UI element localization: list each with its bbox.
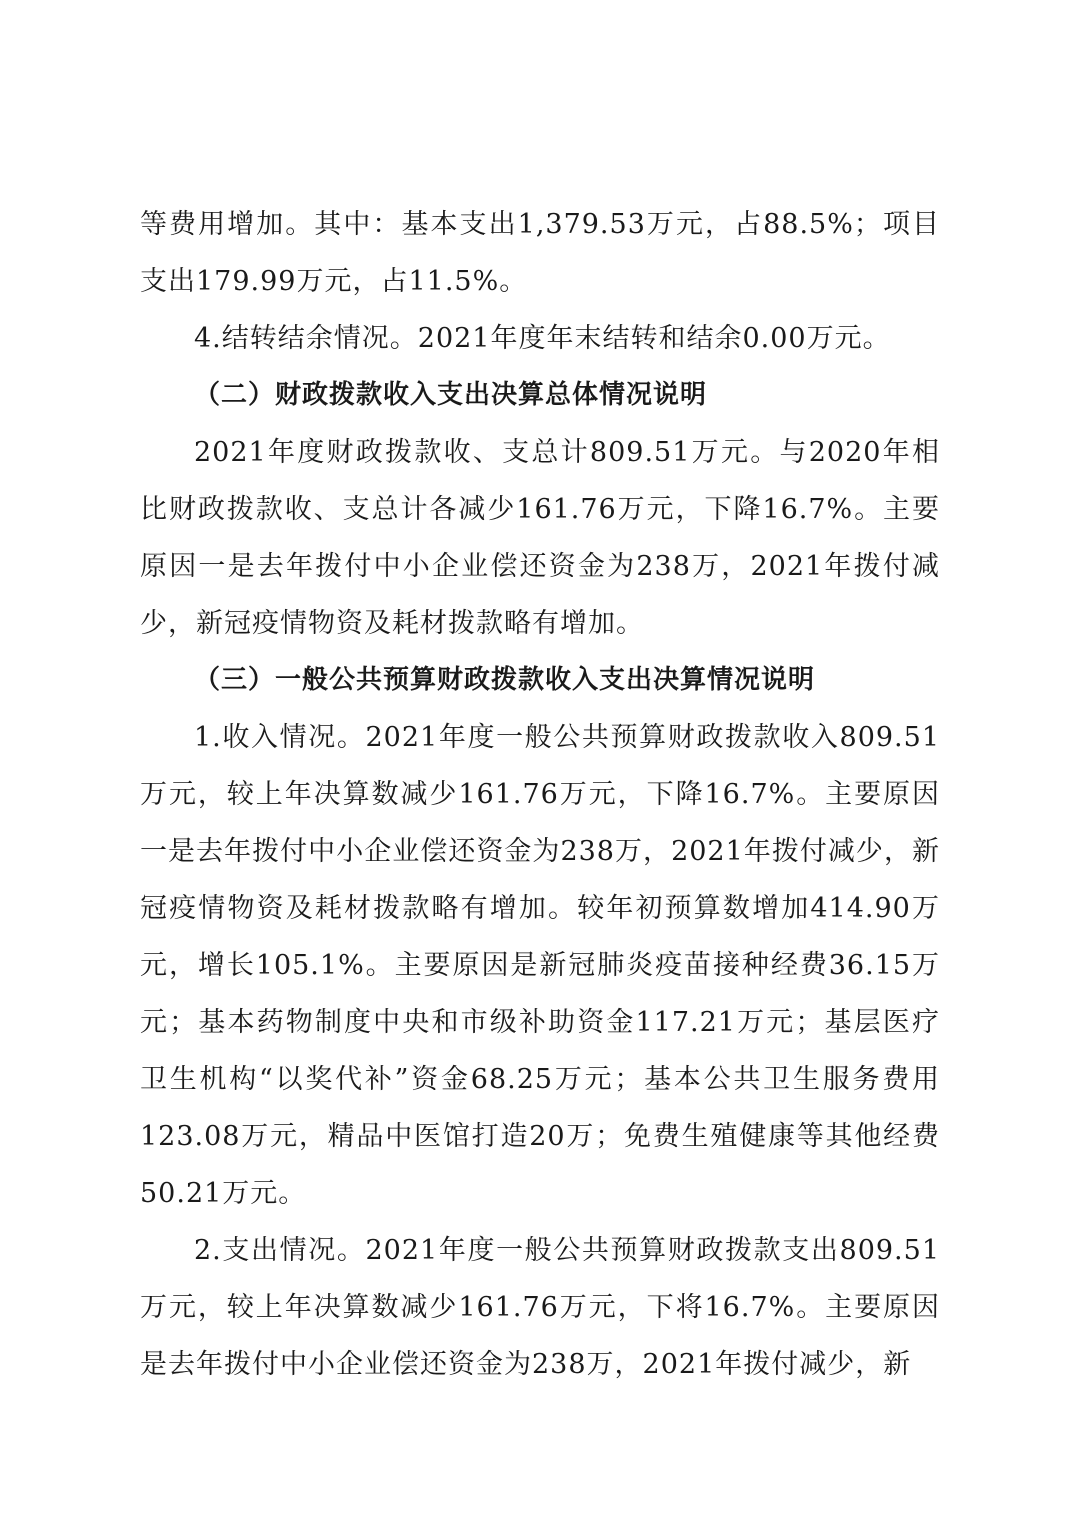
document-body	[140, 196, 940, 1393]
paragraph-income-situation: 1.收入情况。2021年度一般公共预算财政拨款收入809.51万元，较上年决算数减少161.76万元，下降16.7%。主要原因一是去年拨付中小企业偿还资金为238万，2021年拨付减少，新冠疫情物资及耗材拨款略有增加。较年初预算数增加414.90万元，增长105.1%。主要原因是新冠肺炎疫苗接种经费36.15万元；基本药物制度中央和市级补助资金117.21万元；基层医疗卫生机构“以奖代补”资金68.25万元；基本公共卫生服务费用123.08万元，精品中医馆打造20万；免费生殖健康等其他经费50.21万元。	[140, 722, 940, 1209]
section-heading-fiscal-appropriation-overview: （二）财政拨款收入支出决算总体情况说明	[194, 380, 708, 410]
paragraph-fiscal-appropriation-total: 2021年度财政拨款收、支总计809.51万元。与2020年相比财政拨款收、支总计各减少161.76万元，下降16.7%。主要原因一是去年拨付中小企业偿还资金为238万，2021年拨付减少，新冠疫情物资及耗材拨款略有增加。	[140, 437, 940, 639]
paragraph-expenditure-situation: 2.支出情况。2021年度一般公共预算财政拨款支出809.51万元，较上年决算数减少161.76万元，下将16.7%。主要原因是去年拨付中小企业偿还资金为238万，2021年拨付减少，新	[140, 1235, 940, 1380]
section-heading-general-public-budget: （三）一般公共预算财政拨款收入支出决算情况说明	[194, 665, 816, 695]
paragraph-carryover-balance: 4.结转结余情况。2021年度年末结转和结余0.00万元。	[194, 323, 891, 354]
paragraph-expense-breakdown: 等费用增加。其中：基本支出1,379.53万元，占88.5%；项目支出179.99万元，占11.5%。	[140, 209, 940, 297]
